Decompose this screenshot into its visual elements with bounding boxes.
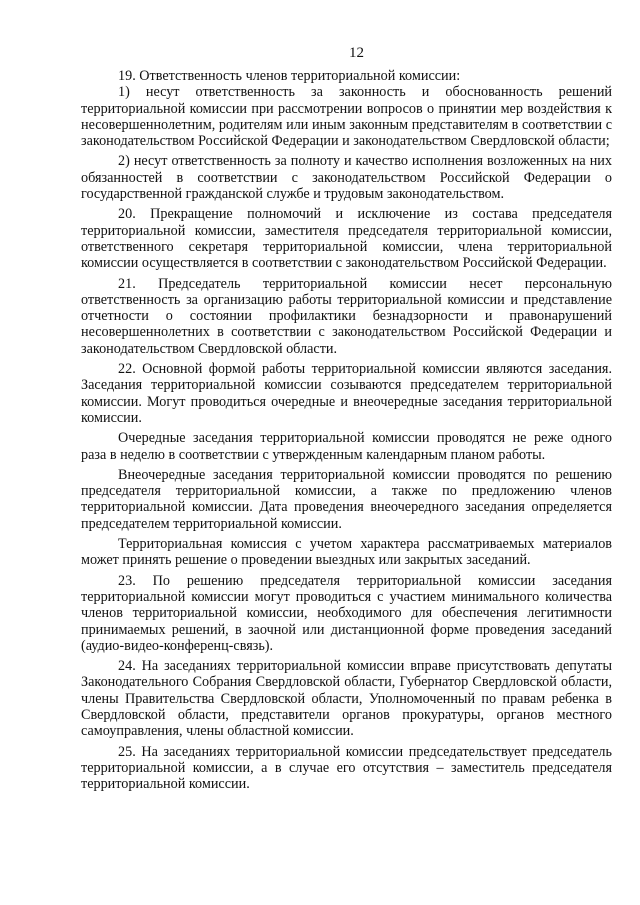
paragraph-19-item-1: 1) несут ответственность за законность и обоснованность решений территориальной комиссии при рассмотрении вопросов о принятии мер воздействия к несовершеннолетним, родителям или иным законным представителям в соответствии с законодательством Российской Федерации и законодательством Свердловской области; [81,84,612,150]
paragraph-22-regular-meetings: Очередные заседания территориальной комиссии проводятся не реже одного раза в неделю в соответствии с утвержденным календарным планом работы. [81,430,612,463]
paragraph-25: 25. На заседаниях территориальной комиссии председательствует председатель территориальной комиссии, а в случае его отсутствия – заместитель председателя территориальной комиссии. [81,743,612,793]
page-number: 12 [349,45,364,61]
paragraph-19-item-2: 2) несут ответственность за полноту и качество исполнения возложенных на них обязанностей в соответствии с законодательством Российской Федерации о государственной гражданской службе и трудовым законодательством. [81,153,612,203]
paragraph-22: 22. Основной формой работы территориальной комиссии являются заседания. Заседания территориальной комиссии созываются председателем территориальной комиссии. Могут проводиться очередные и внеочередные заседания территориальной комиссии. [81,361,612,426]
paragraph-23: 23. По решению председателя территориальной комиссии заседания территориальной комиссии могут проводиться с участием минимального количества членов территориальной комиссии, необходимого для обеспечения легитимности принимаемых решений, в заочной или дистанционной форме проведения заседаний (аудио-видео-конференц-связь). [81,572,612,654]
paragraph-22-closed-meetings: Территориальная комиссия с учетом характера рассматриваемых материалов может принять решение о проведении выездных или закрытых заседаний. [81,536,612,569]
paragraph-24: 24. На заседаниях территориальной комиссии вправе присутствовать депутаты Законодательного Собрания Свердловской области, Губернатор Свердловской области, члены Правительства Свердловской области, Уполномоченный по правам ребенка в Свердловской области, представители органов прокуратуры, органов местного самоуправления, члены областной комиссии. [81,658,612,740]
paragraph-20: 20. Прекращение полномочий и исключение из состава председателя территориальной комиссии, заместителя председателя территориальной комиссии, ответственного секретаря территориальной комиссии, члена территориальной комиссии осуществляется в соответствии с законодательством Российской Федерации. [81,206,612,272]
paragraph-21: 21. Председатель территориальной комиссии несет персональную ответственность за организацию работы территориальной комиссии и представление отчетности о состоянии профилактики безнадзорности и правонарушений несовершеннолетних в соответствии с законодательством Российской Федерации и законодательством Свердловской области. [81,275,612,357]
paragraph-19-heading: 19. Ответственность членов территориальной комиссии: [118,68,461,84]
paragraph-22-extraordinary-meetings: Внеочередные заседания территориальной комиссии проводятся по решению председателя территориальной комиссии, а также по предложению членов территориальной комиссии. Дата проведения внеочередного заседания определяется председателем территориальной комиссии. [81,466,612,532]
